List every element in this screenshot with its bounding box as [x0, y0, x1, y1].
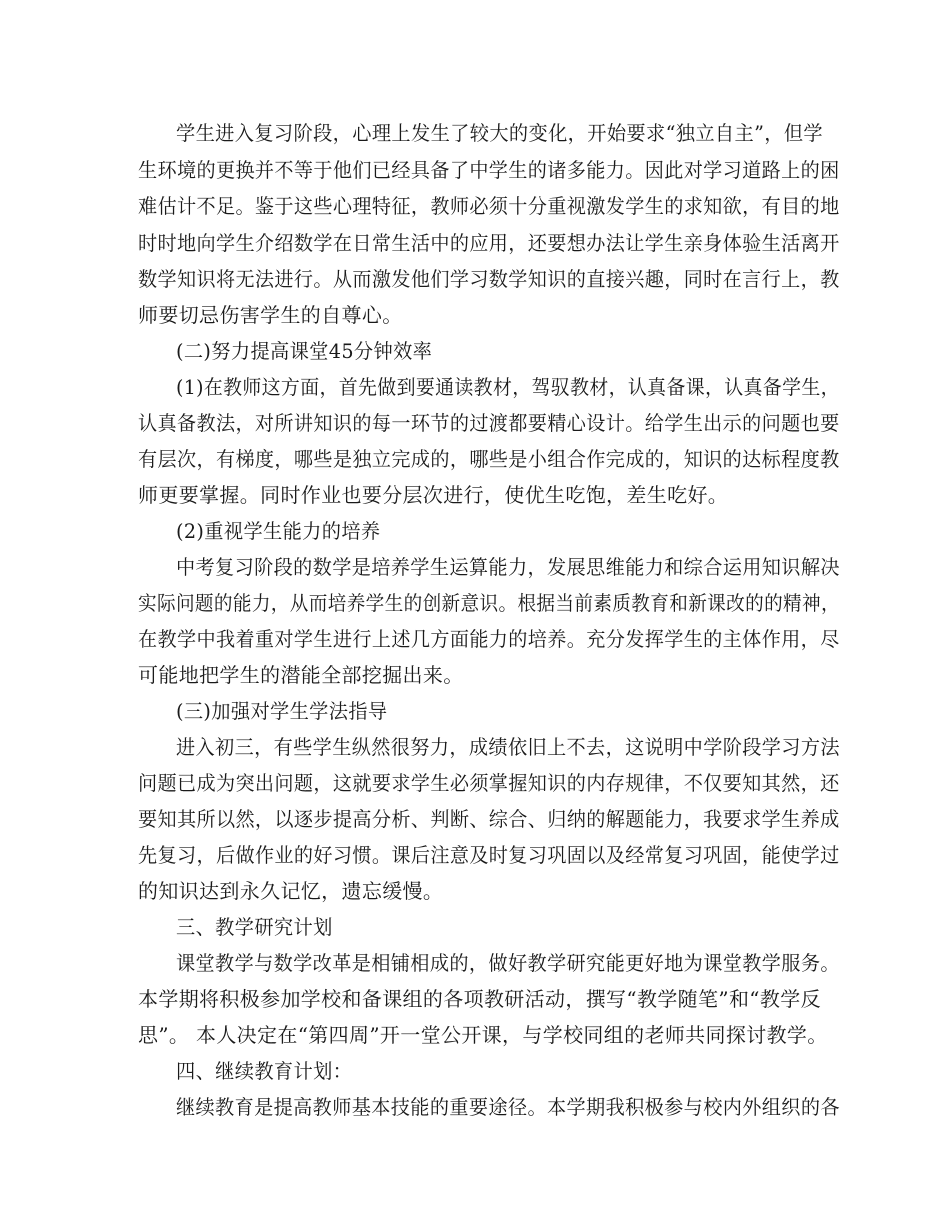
paragraph-line: 继续教育是提高教师基本技能的重要途径。本学期我积极参与校内外组织的各: [176, 1095, 840, 1119]
paragraph-line: 在教学中我着重对学生进行上述几方面能力的培养。充分发挥学生的主体作用，尽: [138, 627, 840, 651]
paragraph-line: 实际问题的能力，从而培养学生的创新意识。根据当前素质教育和新课改的的精神，: [138, 591, 840, 615]
paragraph-line: 的知识达到永久记忆，遗忘缓慢。: [138, 879, 444, 903]
section-heading: (2)重视学生能力的培养: [176, 519, 381, 543]
section-heading: 四、继续教育计划：: [176, 1059, 353, 1083]
paragraph-line: (1)在教师这方面，首先做到要通读教材，驾驭教材，认真备课，认真备学生，: [176, 375, 840, 399]
paragraph-line: 先复习，后做作业的好习惯。课后注意及时复习巩固以及经常复习巩固，能使学过: [138, 843, 840, 867]
paragraph-line: 要知其所以然，以逐步提高分析、判断、综合、归纳的解题能力，我要求学生养成: [138, 807, 840, 831]
paragraph-line: 师更要掌握。同时作业也要分层次进行，使优生吃饱，差生吃好。: [138, 483, 729, 507]
paragraph-line: 本学期将积极参加学校和备课组的各项教研活动，撰写“教学随笔”和“教学反: [138, 987, 821, 1011]
paragraph-line: 学生进入复习阶段，心理上发生了较大的变化，开始要求“独立自主”，但学: [176, 121, 824, 145]
paragraph-line: 生环境的更换并不等于他们已经具备了中学生的诸多能力。因此对学习道路上的困: [138, 158, 840, 182]
paragraph-line: 问题已成为突出问题，这就要求学生必须掌握知识的内存规律，不仅要知其然，还: [138, 771, 840, 795]
paragraph-line: 进入初三，有些学生纵然很努力，成绩依旧上不去，这说明中学阶段学习方法: [176, 735, 840, 759]
paragraph-line: 课堂教学与数学改革是相铺相成的，做好教学研究能更好地为课堂教学服务。: [176, 951, 840, 975]
section-heading: (三)加强对学生学法指导: [176, 699, 388, 723]
paragraph-line: 师要切忌伤害学生的自尊心。: [138, 303, 403, 327]
section-heading: (二)努力提高课堂45分钟效率: [176, 339, 433, 363]
paragraph-line: 有层次，有梯度，哪些是独立完成的，哪些是小组合作完成的，知识的达标程度教: [138, 447, 840, 471]
paragraph-line: 难估计不足。鉴于这些心理特征，教师必须十分重视激发学生的求知欲，有目的地: [138, 194, 840, 218]
paragraph-line: 数学知识将无法进行。从而激发他们学习数学知识的直接兴趣，同时在言行上，教: [138, 267, 840, 291]
paragraph-line: 可能地把学生的潜能全部挖掘出来。: [138, 663, 464, 687]
paragraph-line: 中考复习阶段的数学是培养学生运算能力，发展思维能力和综合运用知识解决: [176, 555, 840, 579]
paragraph-line: 时时地向学生介绍数学在日常生活中的应用，还要想办法让学生亲身体验生活离开: [138, 231, 840, 255]
paragraph-line: 思”。 本人决定在“第四周”开一堂公开课，与学校同组的老师共同探讨教学。: [138, 1023, 828, 1047]
section-heading: 三、教学研究计划: [176, 915, 333, 939]
paragraph-line: 认真备教法，对所讲知识的每一环节的过渡都要精心设计。给学生出示的问题也要: [138, 411, 840, 435]
